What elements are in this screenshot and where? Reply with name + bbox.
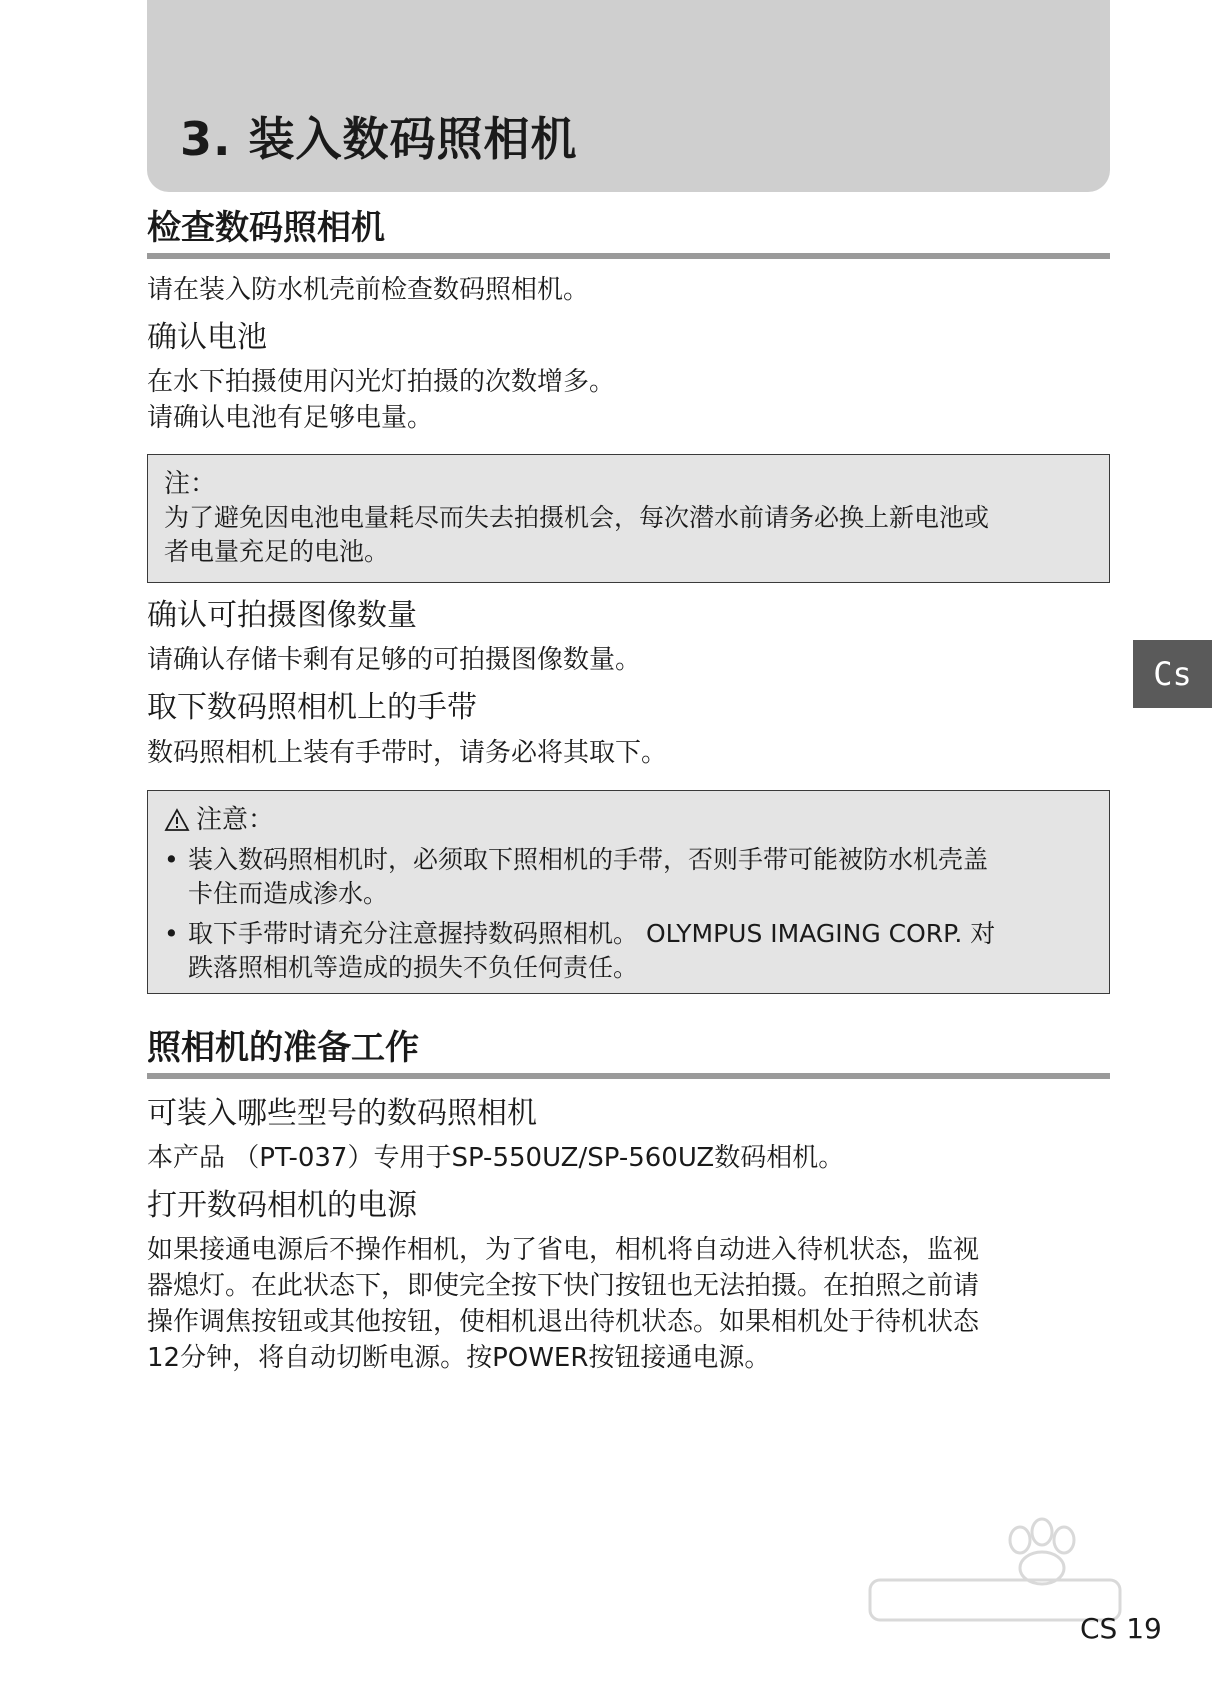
power-line: 如果接通电源后不操作相机，为了省电，相机将自动进入待机状态，监视 [147,1235,980,1265]
note-box [147,454,1110,583]
chapter-title: 3. 装入数码照相机 [180,112,578,166]
section-heading-prepare: 照相机的准备工作 [147,1028,419,1068]
caution-box [147,790,1110,994]
caution-item [164,843,1093,911]
note-line: 者电量充足的电池。 [164,537,390,566]
caution-line: 取下手带时请充分注意握持数码照相机。 OLYMPUS IMAGING CORP. 对 [188,919,996,948]
caution-title: 注意： [196,805,275,835]
strap-heading: 取下数码照相机上的手带 [147,690,477,725]
caution-line: 卡住而造成渗水。 [188,879,389,908]
power-line: 12分钟，将自动切断电源。按POWER按钮接通电源。 [147,1343,771,1373]
section-rule [147,1073,1110,1079]
battery-line: 请确认电池有足够电量。 [147,403,434,433]
bullet-icon: • [164,919,179,948]
models-heading: 可装入哪些型号的数码照相机 [147,1096,537,1131]
section-heading-check: 检查数码照相机 [147,208,385,248]
bullet-icon: • [164,845,179,874]
models-text: 本产品 （PT-037）专用于SP-550UZ/SP-560UZ数码相机。 [147,1143,845,1173]
strap-text: 数码照相机上装有手带时，请务必将其取下。 [147,738,668,768]
section-rule [147,253,1110,259]
battery-text [147,364,1117,436]
power-text [147,1232,1117,1376]
page-number: CS 19 [1080,1612,1162,1645]
note-line: 为了避免因电池电量耗尽而失去拍摄机会，每次潜水前请务必换上新电池或 [164,503,990,532]
caution-line: 跌落照相机等造成的损失不负任何责任。 [188,953,639,982]
caution-item [164,917,1093,985]
power-line: 操作调焦按钮或其他按钮，使相机退出待机状态。如果相机处于待机状态 [147,1307,980,1337]
battery-heading: 确认电池 [147,320,267,355]
warning-triangle-icon [164,808,190,832]
power-line: 器熄灯。在此状态下，即使完全按下快门按钮也无法拍摄。在拍照之前请 [147,1271,980,1301]
note-title: 注： [164,469,217,499]
battery-line: 在水下拍摄使用闪光灯拍摄的次数增多。 [147,367,616,397]
power-heading: 打开数码相机的电源 [147,1188,417,1223]
images-text: 请确认存储卡剩有足够的可拍摄图像数量。 [147,645,642,675]
caution-header [164,803,1093,837]
images-heading: 确认可拍摄图像数量 [147,598,417,633]
caution-line: 装入数码照相机时，必须取下照相机的手带，否则手带可能被防水机壳盖 [188,845,989,874]
intro-text: 请在装入防水机壳前检查数码照相机。 [147,275,590,305]
language-tab: Cs [1133,640,1212,708]
